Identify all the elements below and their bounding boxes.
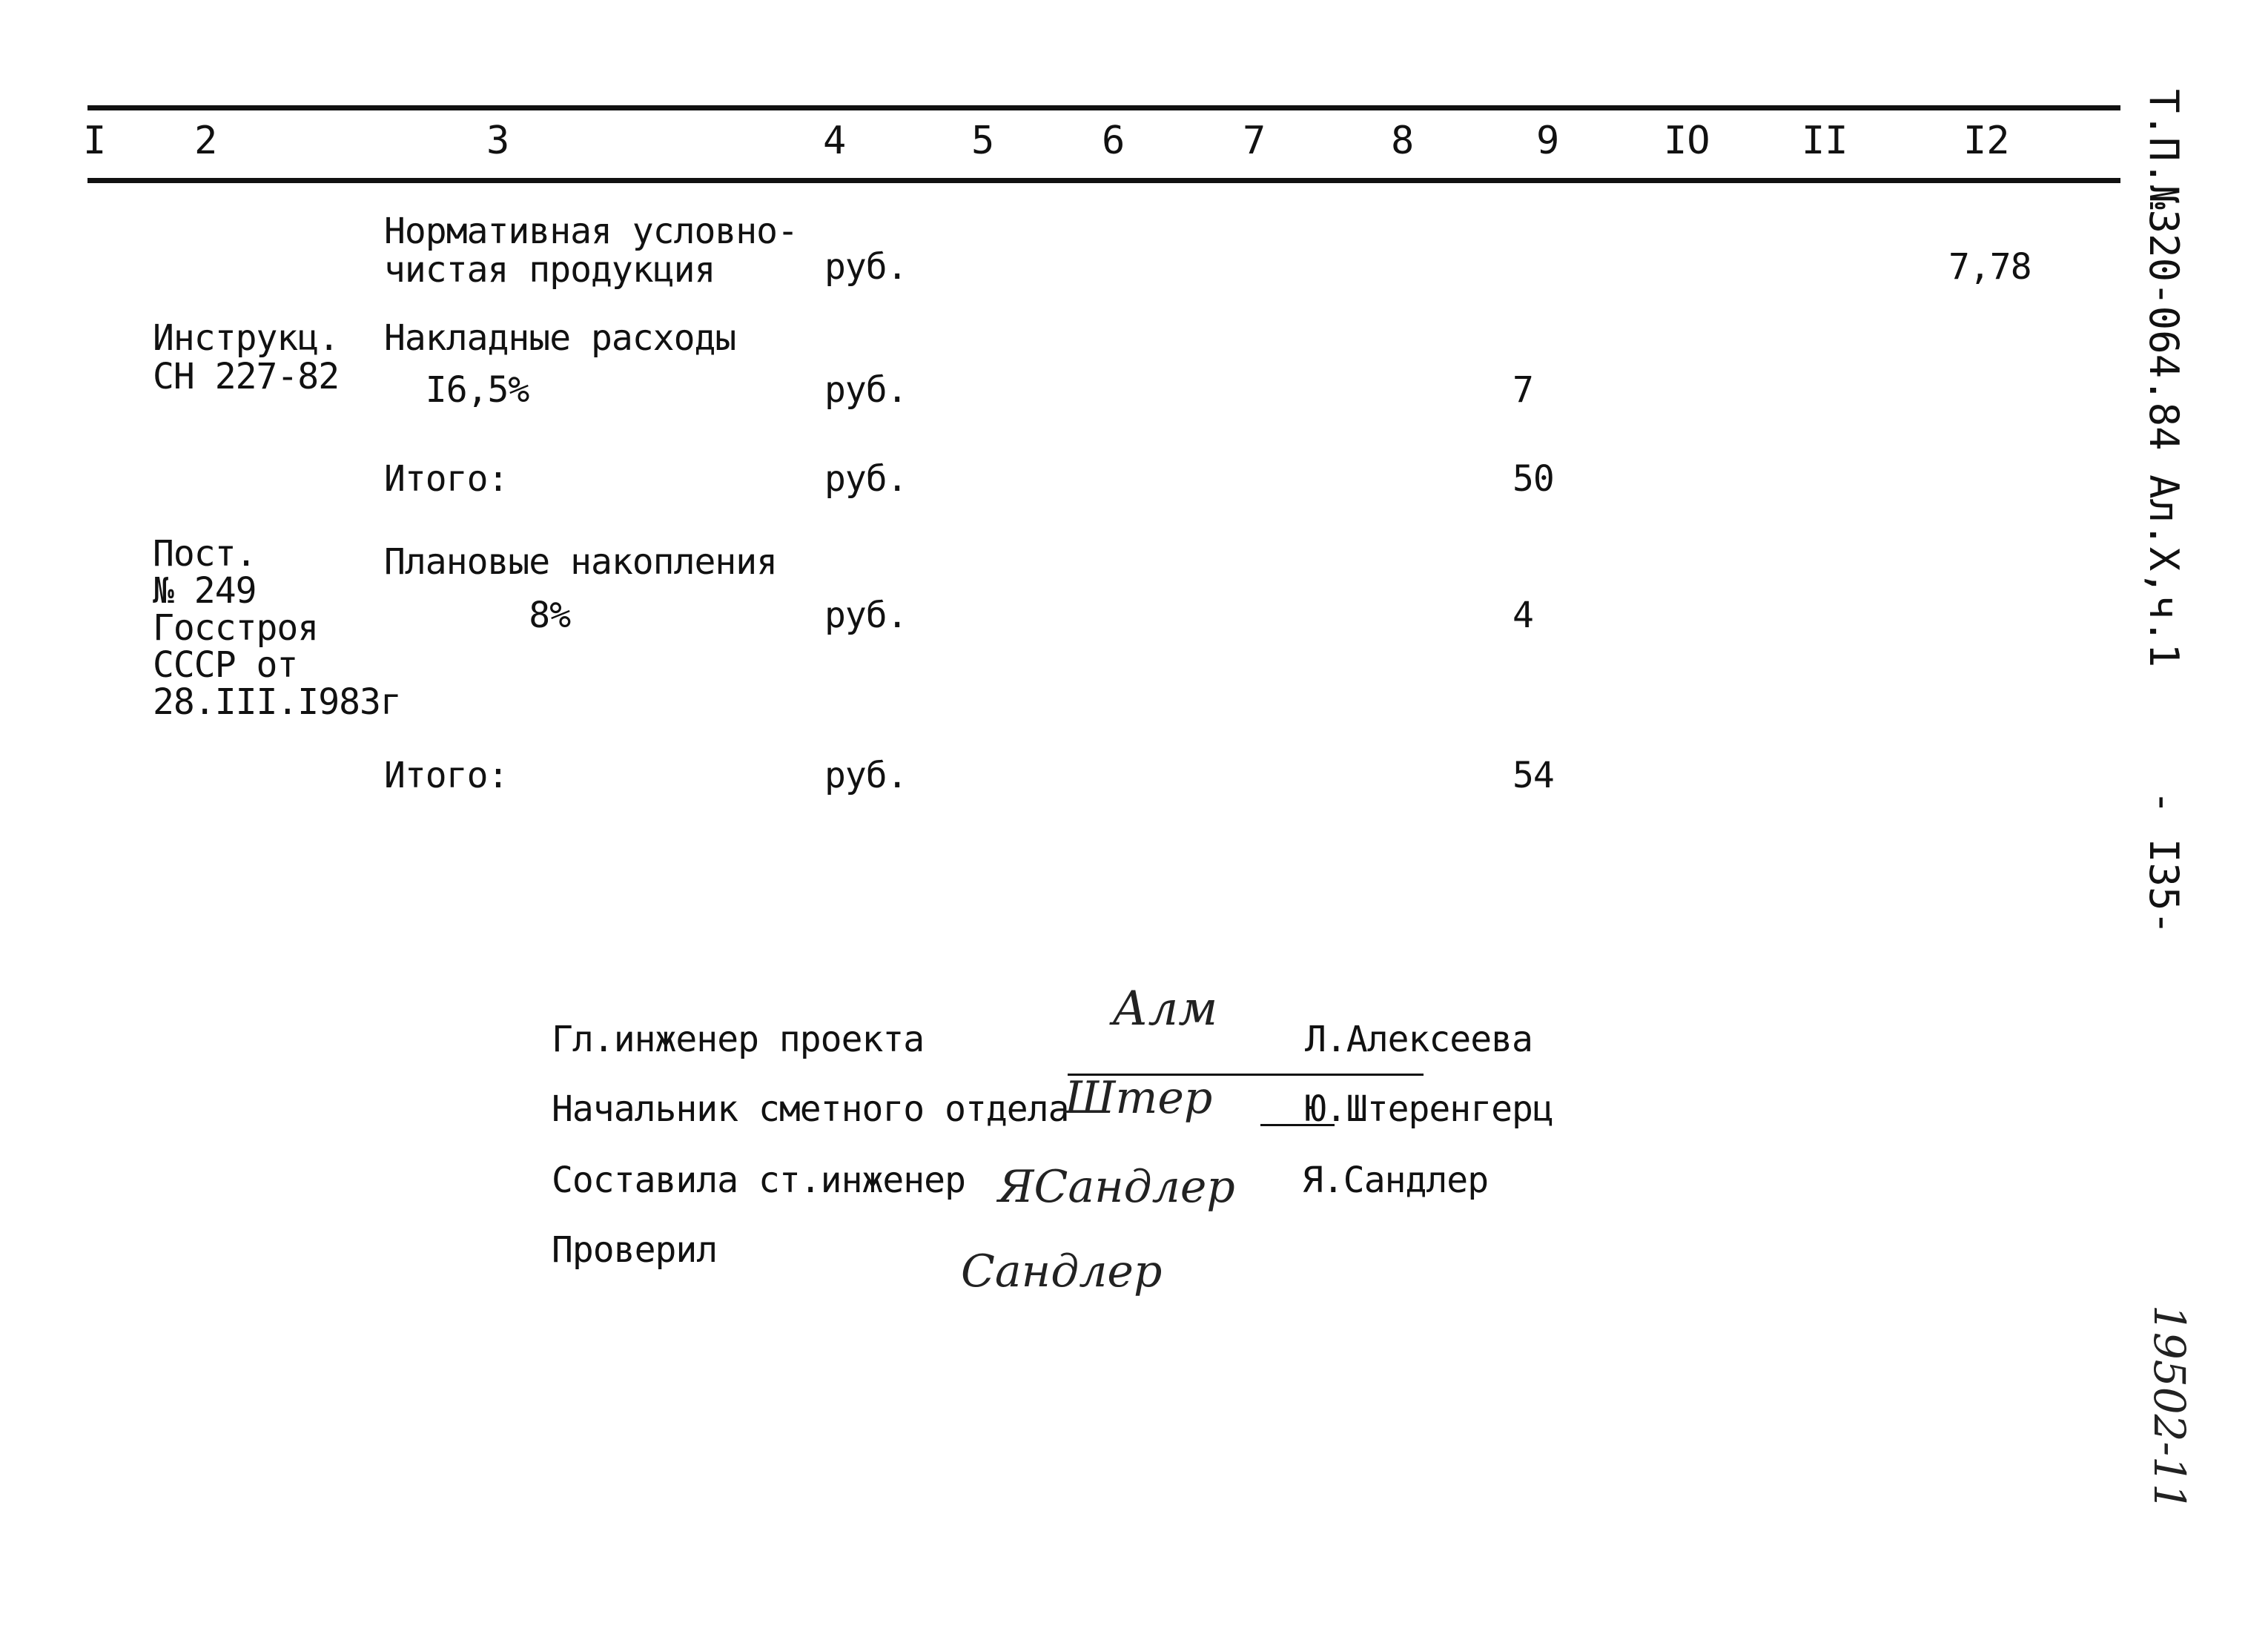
signer-role: Составила ст.инженер [552,1160,965,1201]
col-header-12: I2 [1963,119,2010,163]
col-header-3: 3 [486,119,510,163]
signer-role: Гл.инженер проекта [552,1019,925,1060]
row-description: Итого: [384,755,509,796]
signer-name: Я.Сандлер [1302,1160,1489,1201]
handwritten-signature: Штер [1065,1072,1213,1124]
row-basis: Пост. № 249 Госстроя СССР от 28.III.I983г [153,533,401,723]
handwritten-signature: ЯСандлер [998,1161,1235,1213]
col-header-5: 5 [971,119,995,163]
row-value-col9: 7 [1512,369,1533,411]
handwritten-signature: Алм [1112,982,1218,1036]
col-header-10: IO [1664,119,1710,163]
signer-name: Л.Алексеева [1305,1019,1533,1060]
row-value-col12: 7,78 [1948,246,2031,288]
row-unit: руб. [824,246,907,288]
row-description: Плановые накопления [384,541,778,583]
table-top-rule [87,105,2120,110]
row-description: Нормативная условно- чистая продукция [384,211,798,291]
row-value-col9: 54 [1512,755,1554,796]
archive-number: 19502-11 [2144,1305,2195,1511]
row-value-col9: 4 [1512,595,1533,636]
document-code: Т.П.№320-064.84 Ал.Х,ч.1 [2140,89,2187,668]
col-header-6: 6 [1102,119,1125,163]
signer-name: Ю.Штеренгерц [1305,1088,1553,1130]
row-description: Накладные расходы [384,317,736,359]
row-unit: руб. [824,755,907,796]
row-description: Итого: [384,458,509,500]
row-unit: руб. [824,458,907,500]
row-value-col9: 50 [1512,458,1554,500]
col-header-1: I [83,119,107,163]
row-description: 8% [384,595,571,636]
signer-role: Проверил [552,1229,718,1271]
row-unit: руб. [824,595,907,636]
page-number: - I35- [2140,790,2187,936]
handwritten-signature: Сандлер [961,1246,1163,1297]
col-header-2: 2 [194,119,218,163]
row-basis: Инструкц. СН 227-82 [153,317,340,397]
col-header-9: 9 [1536,119,1560,163]
table-header-rule [87,178,2120,183]
col-header-8: 8 [1391,119,1415,163]
row-description: I6,5% [384,369,529,411]
signer-role: Начальник сметного отдела [552,1088,1069,1130]
row-unit: руб. [824,369,907,411]
col-header-11: II [1802,119,1848,163]
col-header-4: 4 [823,119,847,163]
col-header-7: 7 [1243,119,1266,163]
